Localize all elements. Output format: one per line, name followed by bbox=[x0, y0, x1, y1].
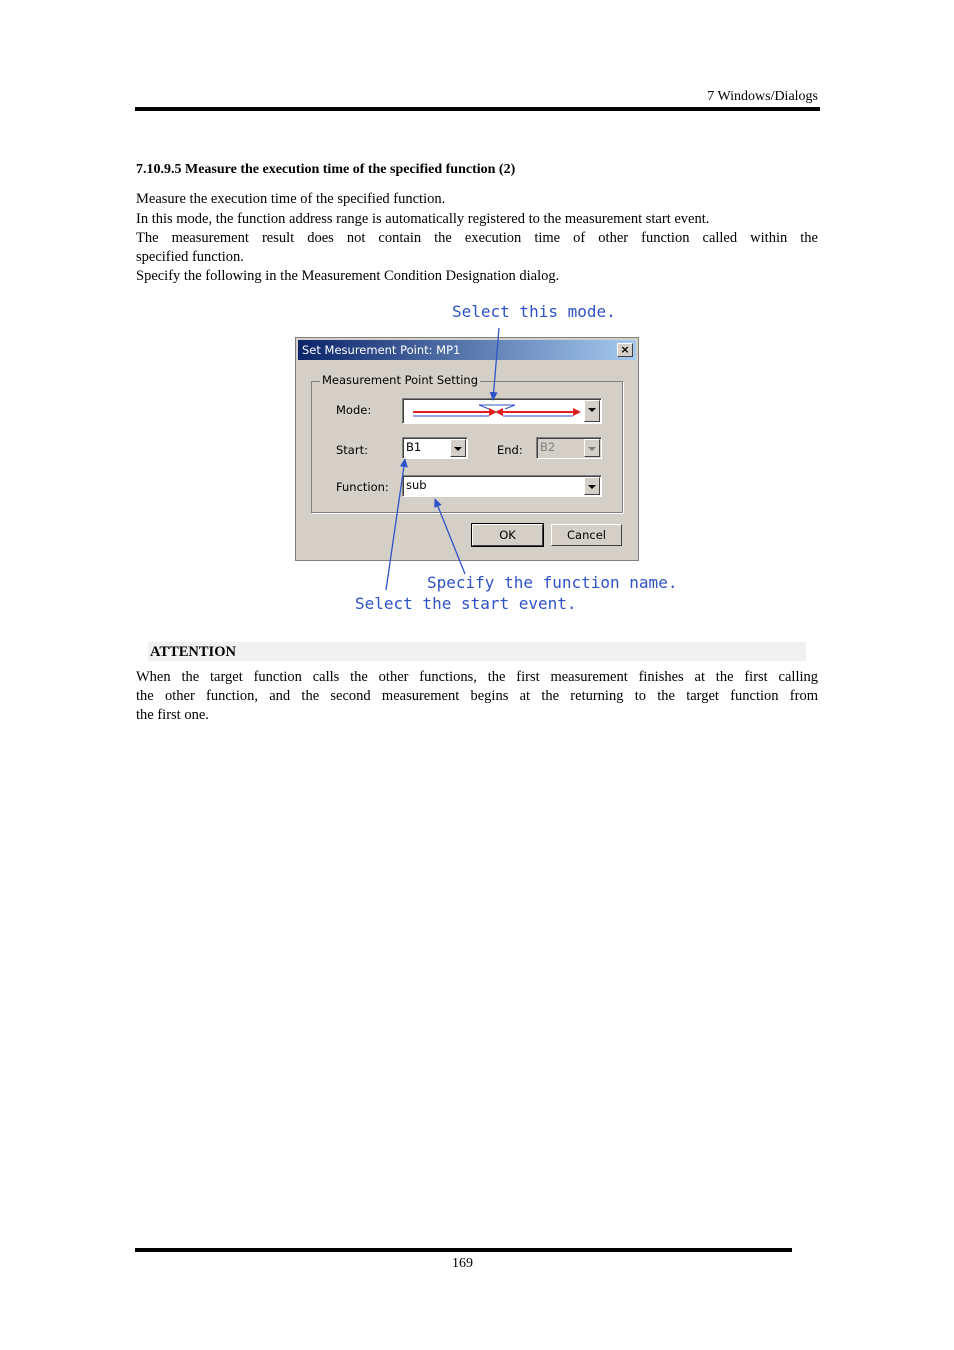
attention-box bbox=[148, 642, 806, 661]
select-mode-annotation: Select this mode. bbox=[452, 302, 616, 321]
function-value: sub bbox=[406, 478, 427, 492]
chapter-header: 7 Windows/Dialogs bbox=[707, 89, 818, 104]
ok-button[interactable]: OK bbox=[472, 524, 543, 546]
start-callout-arrow bbox=[386, 459, 405, 590]
paragraph-line: specified function. bbox=[136, 249, 244, 265]
select-start-annotation: Select the start event. bbox=[355, 594, 577, 613]
end-label: End: bbox=[497, 443, 523, 457]
paragraph-line: Measure the execution time of the specified function. bbox=[136, 191, 446, 207]
function-label: Function: bbox=[336, 480, 389, 494]
attention-heading: ATTENTION bbox=[150, 644, 236, 660]
specify-function-annotation: Specify the function name. bbox=[427, 573, 678, 592]
attention-line: the first one. bbox=[136, 707, 209, 723]
end-value: B2 bbox=[540, 440, 556, 454]
mode-label: Mode: bbox=[336, 403, 372, 417]
start-label: Start: bbox=[336, 443, 368, 457]
start-value: B1 bbox=[406, 440, 422, 454]
paragraph-line: The measurement result does not contain the execution time of other function called within the bbox=[136, 230, 818, 246]
function-callout-arrow bbox=[435, 499, 465, 574]
attention-line: the other function, and the second measurement begins at the returning to the target function from bbox=[136, 688, 818, 704]
dialog-title: Set Mesurement Point: MP1 bbox=[302, 343, 461, 357]
page-number: 169 bbox=[452, 1256, 473, 1271]
close-icon: × bbox=[620, 343, 630, 356]
mode-callout-arrow bbox=[493, 328, 499, 400]
section-title: 7.10.9.5 Measure the execution time of the specified function (2) bbox=[136, 162, 516, 177]
footer-rule bbox=[135, 1248, 792, 1252]
paragraph-line: Specify the following in the Measurement Condition Designation dialog. bbox=[136, 268, 560, 284]
paragraph-line: In this mode, the function address range is automatically registered to the measurement start event. bbox=[136, 211, 710, 227]
attention-line: When the target function calls the other functions, the first measurement finishes at the first calling bbox=[136, 669, 818, 685]
cancel-button[interactable]: Cancel bbox=[551, 524, 622, 546]
group-label: Measurement Point Setting bbox=[322, 373, 478, 387]
